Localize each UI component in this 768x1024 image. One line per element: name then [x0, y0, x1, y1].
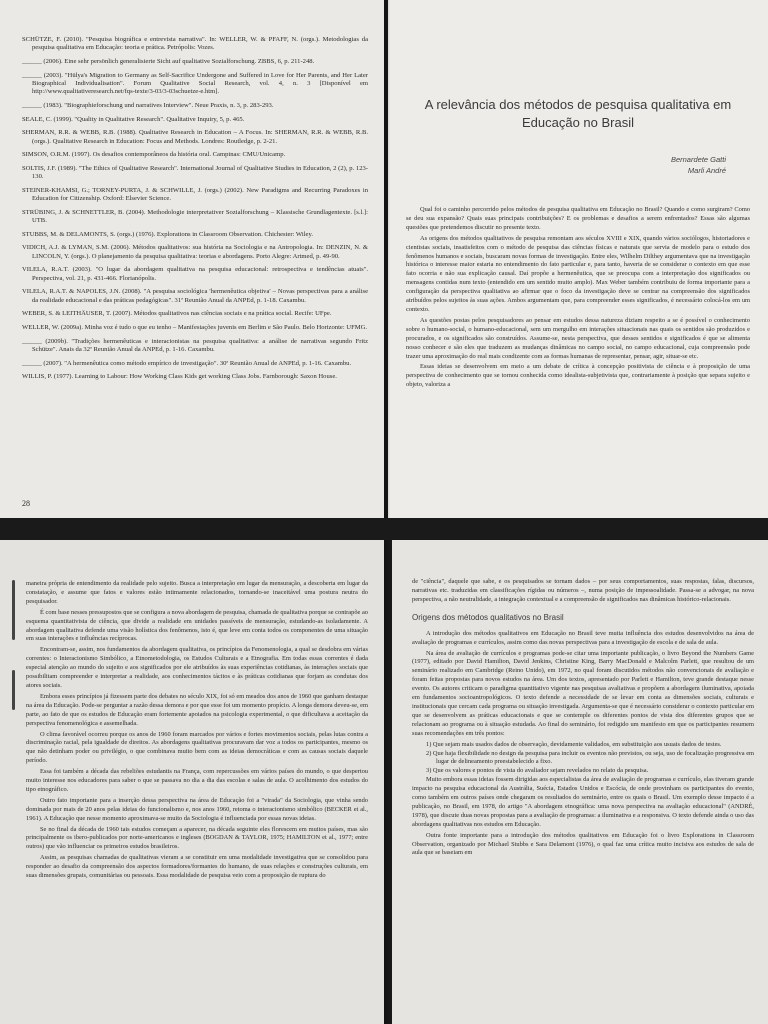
- numbered-list-item: 2) Que haja flexibilidade no design da pesquisa para incluir os eventos não previstos, ou seja, uso de focalização progressiva em lugar de delineamento preestabelecido a fixo.: [426, 749, 754, 766]
- numbered-list-item: 3) Que os valores e pontos de vista do avaliador sejam revelados no relato da pesquisa.: [426, 767, 649, 775]
- margin-pen-mark: [12, 670, 15, 710]
- reference-entry: WELLER, W. (2009a). Minha voz é tudo o que eu tenho – Manifestações juvenis em Berlim e São Paulo. Belo Horizonte: UFMG.: [22, 323, 368, 331]
- body-paragraph: Embora esses princípios já fizessem parte dos debates no século XIX, foi só em meados dos anos de 1960 que ganham destaque na área da Educação. Pode-se perguntar a razão dessa demora e por que esse foi um momento propício. A longa demora deveu-se, em parte, ao fato de que os estudos de Educação eram fortemente apoiados na psicologia experimental, o que dificultava a aceitação da perspectiva fenomenológica e assemelhada.: [26, 692, 368, 727]
- body-paragraph: maneira própria de entendimento da realidade pelo sujeito. Busca a interpretação em lugar da mensuração, a descoberta em lugar da constatação, e assume que fatos e valores estão intimamente relacionados, tornando-se inaceitável uma postura neutra do pesquisador.: [26, 580, 368, 605]
- page-number: 28: [22, 499, 30, 508]
- reference-entry: WEBER, S. & LEITHÄUSER, T. (2007). Métodos qualitativos nas ciências sociais e na prática social. Recife: UFpe.: [22, 310, 332, 318]
- reference-entry: ______ (1983). "Biographieforschung und narratives Interview". Neue Praxis, n. 3, p. 283-293.: [22, 102, 274, 109]
- reference-page: [0, 0, 384, 518]
- body-right-text: [412, 578, 754, 605]
- author-name: Bernardete Gatti: [670, 155, 726, 164]
- body-left-text: [26, 580, 368, 881]
- chapter-title: A relevância dos métodos de pesquisa qualitativa em Educação no Brasil: [424, 97, 732, 130]
- reference-entry: STUBBS, M. & DELAMONTS, S. (orgs.) (1976). Explorations in Classroom Observation. Chichester: Wiley.: [22, 230, 314, 238]
- body-paragraph: É com base nesses pressupostos que se configura a nova abordagem de pesquisa, chamada de qualitativa porque se contrapõe ao esquema quantitativista de ciência, que divide a realidade em unidades passíveis de mensuração, estudando-as isoladamente. A abordagem qualitativa defende uma visão holística dos fenômenos, isto é, que leve em conta todos os componentes de uma situação em suas interações e influências recíprocas.: [26, 608, 368, 643]
- body-paragraph: As questões postas pelos pesquisadores ao pensar em estudos dessa natureza diziam respeito a se é possível o conhecimento sobre o humano-social, o humano-educacional, sem um mergulho em interações situacionais nas quais os sentidos são produzidos e procurados, e os significados são construídos. Assume-se, nesta perspectiva, que desses sentidos e significados é que se alimenta nosso conhecer e são eles que traduzem as mudanças dinâmicas no campo social, no campo educacional, cuja compreensão pode trazer uma aproximação do real mais condizente com as formas humanas de representar, pensar, agir, situar-se etc.: [406, 316, 750, 360]
- reference-entry: WILLIS, P. (1977). Learning to Labour: How Working Class Kids get working Class Jobs. Farnborough: Saxon House.: [22, 373, 337, 381]
- reference-entry: ______ (2009b). "Tradições hermenêuticas e interacionistas na pesquisa qualitativa: a análise de narrativas segundo Fritz Schütze". Anais da 32ª Reunião Anual da ANPEd, p. 1-16. Caxambu.: [22, 337, 368, 353]
- body-paragraph: Essa foi também a década das rebeliões estudantis na França, com repercussões em vários países do mundo, o que despertou muito interesse nos educadores para saber o que se passava no dia a dia das escolas e salas de aula. O acolhimento dos estudos do tipo etnográfico.: [26, 768, 368, 793]
- reference-entry: ______ (2006). Eine sehr persönlich generalisierte Sicht auf qualitative Sozialforschung. ZBBS, 6, p. 211-248.: [22, 58, 315, 65]
- body-page-right: [392, 540, 768, 1024]
- reference-entry: ______ (2007). "A hermenêutica como método empírico de investigação". 30ª Reunião Anual de ANPEd, p. 1-16. Caxambu.: [22, 359, 352, 367]
- body-right-text: [412, 776, 754, 858]
- numbered-list-item: 1) Que sejam mais usados dados de observação, devidamente validados, em substituição aos usuais dados de testes.: [426, 740, 722, 748]
- reference-entry: SIMSON, O.R.M. (1997). Os desafios contemporâneos da história oral. Campinas: CMU/Unicamp.: [22, 151, 286, 159]
- reference-entry: SEALE, C. (1999). "Quality in Qualitative Research". Qualitative Inquiry, 5, p. 465.: [22, 115, 245, 123]
- reference-entry: VILELA, R.A.T. (2003). "O lugar da abordagem qualitativa na pesquisa educacional: retrospectiva e tendências atuais". Perspectiva, vol. 21, p. 431-466. Florianópolis.: [22, 266, 368, 282]
- reference-entry: ______ (2003). "Hülya's Migration to Germany as Self-Sacrifice Undergone and Suffered in Love for Her Parents, and Her Later Biographical Individualisation". Forum Qualitative Social Research, vol. 4, n. 3 [Disponível em http://www.qualitativeresearch.net/fqs-texte/3-03/3-03schuetze-e.htm].: [22, 71, 368, 96]
- reference-entry: VILELA, R.A.T. & NAPOLES, J.N. (2008). "A pesquisa sociológica 'hermenêutica objetiva' – Novas perspectivas para a análise da realidade educacional e das práticas pedagógicas". 31ª Reunião Anual da ANPEd, p. 1-18. Caxambu.: [22, 288, 368, 304]
- page-gutter-shadow: [384, 0, 390, 518]
- margin-pen-mark: [12, 580, 15, 640]
- body-page-left: [0, 540, 384, 1024]
- body-paragraph: A introdução dos métodos qualitativos em Educação no Brasil teve muita influência dos estudos desenvolvidos na área de avaliação de programas e currículos, assim como das novas perspectivas para a investigação de escola e de sala de aula.: [412, 629, 754, 646]
- body-right-text: [412, 630, 754, 739]
- reference-entry: SHERMAN, R.R. & WEBB, R.B. (1988). Qualitative Research in Education – A Focus. In: SHERMAN, R.R. & WEBB, R.B. (orgs.). Qualitative Research in Education: Focus and Methods. Londres: Routledge, p. 2-21.: [22, 129, 368, 145]
- section-heading: Origens dos métodos qualitativos no Brasil: [412, 612, 564, 622]
- reference-entry: SCHÜTZE, F. (2010). "Pesquisa biográfica e entrevista narrativa". In: WELLER, W. & PFAFF, N. (orgs.). Metodologias da pesquisa qualitativa em Educação: teoria e prática. Petrópolis: Vozes.: [22, 36, 368, 52]
- body-paragraph: Assim, as pesquisas chamadas de qualitativas vieram a se constituir em uma modalidade investigativa que se consolidou para responder ao desafio da compreensão dos aspectos formadores/formantes do humano, de suas relações e construções culturais, em suas dimensões grupais, comunitárias ou pessoais. Essa modalidade de pesquisa veio com a proposição de ruptura do: [26, 854, 368, 880]
- reference-entry: STRÜBING, J. & SCHNETTLER, B. (2004). Methodologie interpretativer Sozialforschung – Klassische Grundlagentexte. [s.l.]: UTB.: [22, 208, 368, 225]
- body-paragraph: Se no final da década de 1960 tais estudos começam a aparecer, na década seguinte eles florescem em muitos países, mas são principalmente os ibero-publicados por norte-americanos e ingleses (BOGDAN & TAYLOR, 1975; HAMILTON et al., 1977; entre outros) que vão influenciar os primeiros estudos brasileiros.: [26, 825, 368, 851]
- reference-entry: SOLTIS, J.F. (1989). "The Ethics of Qualitative Research". International Journal of Qualitative Studies in Education, 2 (2), p. 123-130.: [22, 164, 368, 181]
- body-paragraph: O clima favorável ocorreu porque os anos de 1960 foram marcados por vários e fortes movimentos sociais, pelas lutas contra a discriminação racial, pela igualdade de direitos. As abordagens qualitativas procuravam dar voz a todos os participantes, mesmo os que não detinham poder ou privilégio, o que combinava muito bem com as ideias democráticas e com as causas sociais daquele período.: [26, 730, 368, 765]
- body-paragraph: Qual foi o caminho percorrido pelos métodos de pesquisa qualitativa em Educação no Brasil? Quando e como surgiram? Como se deu sua expansão? Quais suas principais contribuições? E os problemas e desafios a serem enfrentados? Essas são algumas questões que pretendemos discutir no presente texto.: [406, 206, 750, 231]
- body-paragraph: Essas ideias se desenvolvem em meio a um debate de crítica à concepção positivista de ciência e à proposição de uma perspectiva de conhecimento que se tornou conhecida como idealista-subjetivista que, contrariamente à posição que separa sujeito e objeto, valoriza a: [406, 363, 750, 389]
- body-paragraph: Outra fonte importante para a introdução dos métodos qualitativos em Educação foi o livro Explorations in Classroom Observation, organizado por Michael Stubbs e Sara Delamont (1976), o qual faz uma crítica muito incisiva aos estudos de sala de aula que se baseiam em: [412, 831, 754, 857]
- body-paragraph: Outro fato importante para a inserção dessa perspectiva na área de Educação foi a "virada" da Sociologia, que vinha sendo dominada por mais de 20 anos pelas ideias do funcionalismo e, nos anos 1960, retoma o interacionismo simbólico (BECKER et al., 1961). A Educação que nesse momento aproximava-se muito da Sociologia é influenciada por essas novas ideias.: [26, 796, 368, 822]
- chapter-opening-page: [388, 0, 768, 518]
- author-name: Marli André: [687, 166, 726, 175]
- page-gutter-shadow: [384, 540, 392, 1024]
- body-paragraph: As origens dos métodos qualitativos de pesquisa remontam aos séculos XVIII e XIX, quando vários sociólogos, historiadores e cientistas sociais, insatisfeitos com o método de pesquisa das ciências físicas e naturais que servia de modelo para o estudo dos fenômenos humanos e sociais, buscaram novas formas de investigação. Entre eles, Wilhelm Dilthey argumentava que na investigação histórica o interesse maior estaria no entendimento do fato particular e, para tanto, haveria de se considerar o contexto em que esse fato ocorria e não sua explicação causal. Daí propõe a hermenêutica, que se preocupa com a interpretação dos significados ou mensagens contidas num texto (entendido em um sentido muito amplo). Max Weber também contribuiu de forma importante para a configuração da perspectiva qualitativa ao afirmar que o foco da investigação deve se centrar na compreensão dos significados atribuídos pelos sujeitos às suas ações. Ambos argumentam que, para compreender esses significados, é necessário colocá-los em um contexto.: [406, 234, 750, 313]
- body-paragraph: Muito embora essas ideias fossem dirigidas aos especialistas da área de avaliação de programas e currículo, elas tiveram grande impacto na pesquisa educacional da Austrália, Suécia, Estados Unidos e Escócia, de onde provinham os participantes do evento, como também em outros países onde chegaram os resultados do seminário, entre os quais o Brasil. Um exemplo desse impacto é a publicação, no Brasil, em 1978, do artigo "A abordagem etnográfica: uma nova perspectiva na avaliação educacional" (ANDRÉ, 1978), que discute duas novas propostas para a avaliação de programas: a iluminativa e a responsiva. O texto defende ainda o uso das abordagens qualitativas nos estudos em Educação.: [412, 776, 754, 828]
- chapter-body: [406, 206, 750, 390]
- body-paragraph: Na área de avaliação de currículos e programas pode-se citar uma importante publicação, o livro Beyond the Numbers Game (1977), editado por David Hamilton, David Jenkins, Christine King, Barry MacDonald e Malcolm Parlett, que resultou de um seminário realizado em Cambridge (Reino Unido), em 1972, no qual foram discutidos métodos não convencionais de avaliação e foram feitas propostas para novos estudos na área. Um dos textos, apresentado por Parlett e Hamilton, teve grande destaque nesse evento. Os autores criticam o paradigma quantitativo vigente nas pesquisas avaliativas e propõem a abordagem iluminativa, apoiada em fundamentos socioantropológicos. O texto defende a necessidade de se levar em conta as dimensões sociais, culturais e institucionais que cercam cada programa ou situação investigada. Argumenta-se que é necessário considerar o contexto particular em que se desenvolvem as práticas educacionais e que se contemple os diferentes pontos de vista dos diferentes grupos que se relacionam ao programa ou à situação estudada. Ao final do seminário, foi redigido um manifesto em que os participantes resumem suas recomendações em três pontos:: [412, 649, 754, 737]
- reference-entry: STEINER-KHAMSI, G.; TORNEY-PURTA, J. & SCHWILLE, J. (orgs.) (2002). New Paradigms and Recurring Paradoxes in Education for Citizenship. Oxford: Elsevier Science.: [22, 186, 368, 203]
- author-list: [406, 154, 726, 176]
- body-paragraph: Encontram-se, assim, nos fundamentos da abordagem qualitativa, os princípios da Fenomenologia, a qual se desdobra em várias correntes: o Interacionismo Simbólico, a Etnometodologia, os Estudos Culturais e a Etnografia. Em todas essas correntes é dada especial atenção ao mundo do sujeito e aos significados por ele atribuídos às suas experiências cotidianas, às interações sociais que possibilitam compreender e interpretar a realidade, aos conhecimentos tácitos e às práticas cotidianas que forjam as condutas dos atores sociais.: [26, 646, 368, 689]
- reference-list: [22, 36, 368, 382]
- reference-entry: VIDICH, A.J. & LYMAN, S.M. (2006). Métodos qualitativos: sua história na Sociologia e na Antropologia. In: DENZIN, N. & LINCOLN, Y. (orgs.). O planejamento da pesquisa qualitativa: teorias e abordagens. Porto Alegre: Artmed, p. 49-90.: [22, 244, 368, 260]
- body-paragraph: de "ciência", daquele que sabe, e os pesquisados se tornam dados – por seus comportamentos, suas respostas, falas, discursos, narrativas etc. traduzidas em classificações rígidas ou números –, numa posição de impessoalidade. Passa-se a advogar, na nova perspectiva, a não neutralidade, a integração contextual e a compreensão de significados nas dinâmicas histórico-relacionais.: [412, 578, 754, 603]
